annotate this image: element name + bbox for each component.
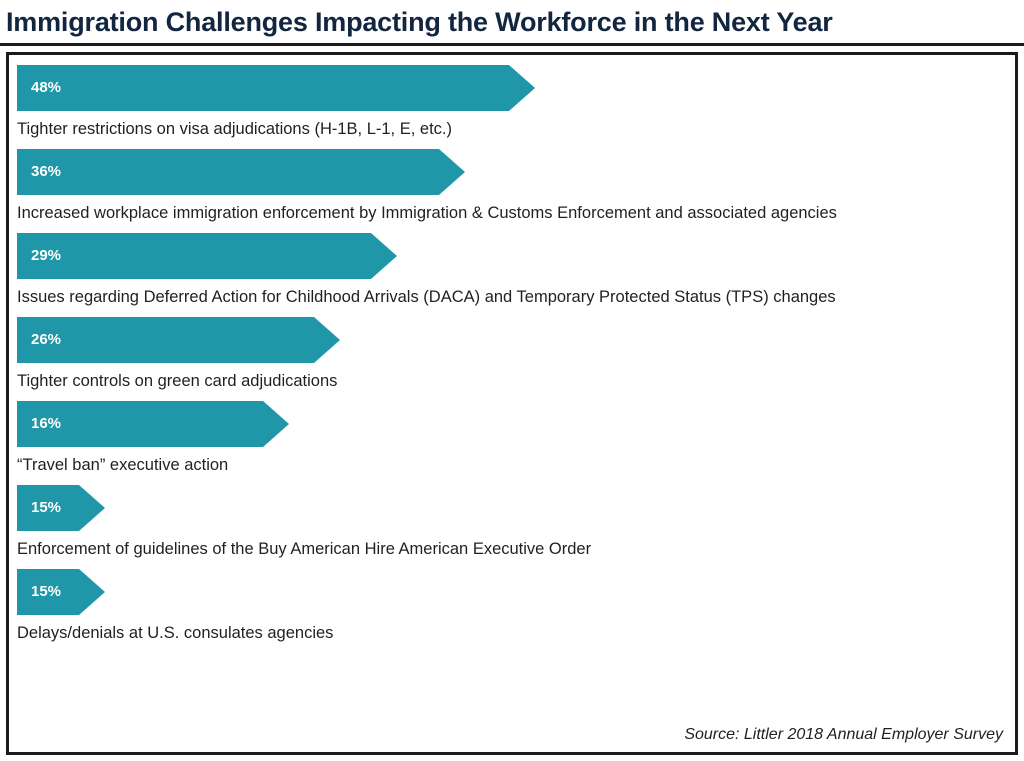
bar-category-label-2: Issues regarding Deferred Action for Childhood Arrivals (DACA) and Temporary Protected Status (TPS) changes bbox=[17, 288, 836, 306]
bar-category-label-4: “Travel ban” executive action bbox=[17, 456, 229, 474]
bar-value-label-4: 16% bbox=[31, 415, 62, 432]
bar-3 bbox=[17, 317, 1015, 363]
bar-wrapper bbox=[17, 65, 1015, 111]
bar-6 bbox=[17, 569, 1015, 615]
bar-value-label-1: 36% bbox=[31, 163, 62, 180]
bar-wrapper bbox=[17, 317, 1015, 363]
bar-wrapper bbox=[17, 149, 1015, 195]
chart-row bbox=[9, 569, 1015, 643]
bar-value-label-0: 48% bbox=[31, 79, 62, 96]
chart-frame bbox=[6, 52, 1018, 755]
bar-category-label-5: Enforcement of guidelines of the Buy American Hire American Executive Order bbox=[17, 540, 592, 558]
bar-wrapper bbox=[17, 233, 1015, 279]
chart-row bbox=[9, 485, 1015, 559]
bar-value-label-2: 29% bbox=[31, 247, 62, 264]
chart-row bbox=[9, 149, 1015, 223]
chart-row bbox=[9, 317, 1015, 391]
bar-wrapper bbox=[17, 485, 1015, 531]
chart-row bbox=[9, 233, 1015, 307]
bar-wrapper bbox=[17, 401, 1015, 447]
chart-row bbox=[9, 65, 1015, 139]
bar-1 bbox=[17, 149, 1015, 195]
bar-5 bbox=[17, 485, 1015, 531]
page-title: Immigration Challenges Impacting the Workforce in the Next Year bbox=[6, 7, 833, 37]
bar-value-label-3: 26% bbox=[31, 331, 62, 348]
chart-row bbox=[9, 401, 1015, 475]
title-divider bbox=[0, 43, 1024, 46]
bar-value-label-6: 15% bbox=[31, 583, 62, 600]
bar-category-label-3: Tighter controls on green card adjudications bbox=[17, 372, 338, 390]
bar-category-label-6: Delays/denials at U.S. consulates agencies bbox=[17, 624, 334, 642]
chart-source: Source: Littler 2018 Annual Employer Survey bbox=[684, 726, 1003, 743]
bar-category-label-0: Tighter restrictions on visa adjudications (H-1B, L-1, E, etc.) bbox=[17, 120, 452, 138]
bar-category-label-1: Increased workplace immigration enforcement by Immigration & Customs Enforcement and associated agencies bbox=[17, 204, 837, 222]
bar-chart-plot bbox=[9, 55, 1015, 752]
bar-value-label-5: 15% bbox=[31, 499, 62, 516]
bar-2 bbox=[17, 233, 1015, 279]
bar-4 bbox=[17, 401, 1015, 447]
bar-wrapper bbox=[17, 569, 1015, 615]
bar-0 bbox=[17, 65, 1015, 111]
